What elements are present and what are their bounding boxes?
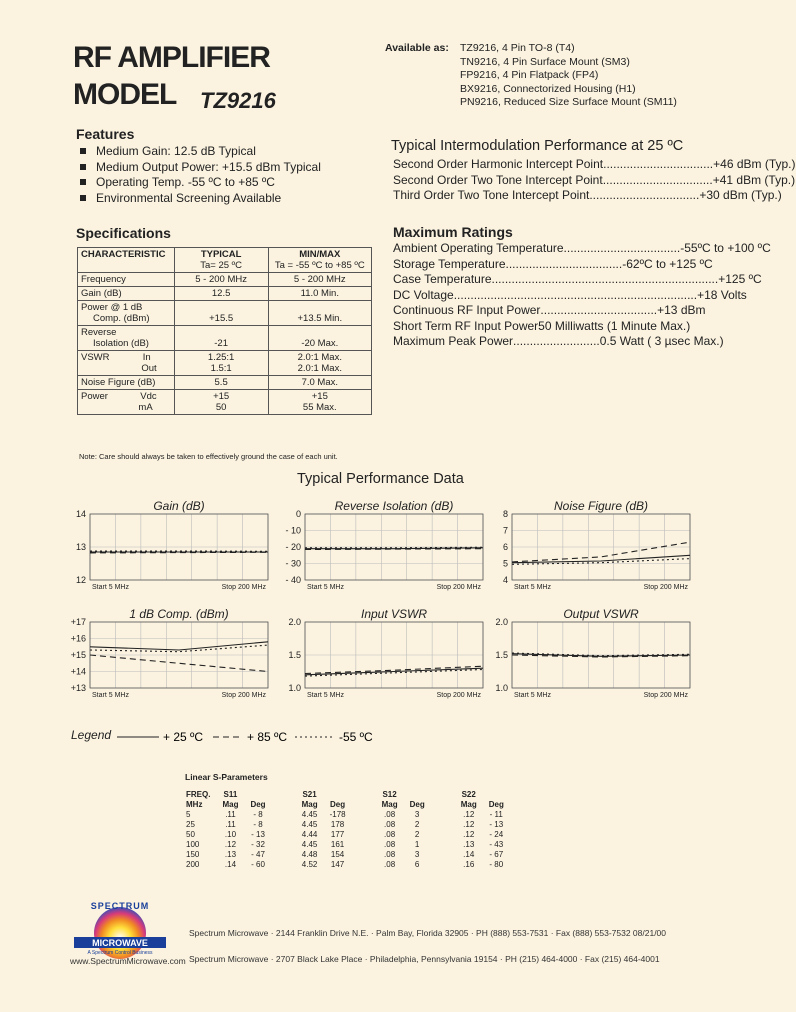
chart-series-line [90,645,268,652]
sparams-cell: - 47 [251,850,265,859]
spec-col-min: MIN/MAX Ta = -55 ºC to +85 ºC [268,248,371,273]
sparams-cell: .08 [384,810,396,819]
sparams-cell: 3 [414,850,420,859]
sparams-cell: - 11 [489,810,503,819]
rating-label: Continuous RF Input Power [393,303,541,317]
sparams-cell: - 13 [489,820,504,829]
footer-address-2: Spectrum Microwave · 2707 Black Lake Place · Philadelphia, Pennsylvania 19154 · PH (215) 464-4000 · Fax (215) 464-4001 [189,954,660,964]
sparams-cell: 1 [414,840,420,849]
chart-title: Reverse Isolation (dB) [334,499,454,513]
title-line-2: MODEL [73,78,177,111]
legend-item: + 85 ºC [247,730,288,744]
sparams-cell: 4.44 [301,830,318,839]
sparams-cell: 161 [330,840,345,849]
sparams-cell: Mag [222,800,239,809]
sparams-cell: .08 [384,850,396,859]
intermod-row: Second Order Two Tone Intercept Point ................................. +41 dBm (Typ.) [393,172,796,187]
sparams-cell: -178 [329,810,346,819]
legend-item: + 25 ºC [163,730,204,744]
availability-item: PN9216, Reduced Size Surface Mount (SM11) [460,96,677,108]
spec-row: Noise Figure (dB) 5.5 7.0 Max. [78,376,372,390]
logo-text-sub: A Spectrum Control Business [87,950,153,956]
chart-tick-label: 13 [75,542,86,552]
sparams-cell: 154 [330,850,345,859]
sparams-cell: .08 [384,860,396,869]
spec-row: Frequency 5 - 200 MHz 5 - 200 MHz [78,273,372,287]
chart-start-label: Start 5 MHz [514,692,551,699]
chart-title: 1 dB Comp. (dBm) [129,607,229,621]
sparams-cell: Deg [488,800,504,809]
specifications-heading: Specifications [76,225,171,241]
chart-tick-label: 0 [295,509,301,519]
sparams-cell: - 60 [251,860,265,869]
sparams-cell: Mag [301,800,318,809]
chart-tick-label: - 10 [285,525,301,536]
rating-label: Maximum Peak Power [393,334,514,348]
chart-tick-label: 2.0 [288,617,301,627]
spec-row: Power @ 1 dB Comp. (dBm) +15.5 +13.5 Min. [78,301,372,326]
rating-value: -62ºC to +125 ºC [622,256,713,271]
chart-start-label: Start 5 MHz [514,584,551,591]
sparams-cell: - 43 [489,840,504,849]
intermod-label: Second Order Harmonic Intercept Point [393,157,604,171]
intermod-table [393,157,796,204]
rating-label: Case Temperature [393,272,492,286]
chart-tick-label: 1.0 [288,683,301,693]
chart-start-label: Start 5 MHz [92,692,129,699]
chart-series-line [512,542,690,562]
rating-value: +13 dBm [657,303,706,317]
sparams-cell: 25 [186,820,195,829]
sparams-cell: .12 [463,830,475,839]
sparams-cell: 3 [414,810,420,819]
sparams-cell: .16 [463,860,475,869]
chart-tick-label: 7 [502,525,508,536]
spec-row: Reverse Isolation (dB) -21 -20 Max. [78,326,372,351]
chart-series-line [305,668,483,675]
intermod-row: Second Order Harmonic Intercept Point ................................. +46 dBm (Typ.) [393,157,796,171]
chart-start-label: Start 5 MHz [92,584,129,591]
intermod-value: +30 dBm (Typ.) [699,188,782,202]
features-heading: Features [76,126,135,142]
chart-tick-label: 8 [502,509,508,519]
rating-value: 50 Milliwatts (1 Minute Max.) [538,318,691,333]
sparams-cell: .10 [224,830,237,839]
rating-value: +18 Volts [697,287,747,302]
sparams-cell: Deg [250,800,266,809]
footer-address-1: Spectrum Microwave · 2144 Franklin Drive N.E. · Palm Bay, Florida 32905 · PH (888) 553-7531 · Fax (888) 553-7532 08/21/00 [189,928,667,938]
chart-series-line [90,655,268,672]
max-ratings-heading: Maximum Ratings [393,224,513,240]
availability-item: BX9216, Connectorized Housing (H1) [460,82,636,95]
chart-series-line [305,666,483,673]
chart-stop-label: Stop 200 MHz [436,584,481,591]
chart-series-line [512,555,690,562]
chart-tick-label: +16 [70,633,86,644]
title-line-1: RF AMPLIFIER [73,41,270,74]
sparams-cell: 6 [414,860,420,869]
chart-start-label: Start 5 MHz [307,584,344,591]
sparams-cell: - 32 [251,840,265,849]
feature-item: Medium Gain: 12.5 dB Typical [76,144,321,160]
legend [113,729,433,745]
spec-col-char: CHARACTERISTIC [78,248,175,273]
chart-stop-label: Stop 200 MHz [221,584,266,591]
chart-title: Gain (dB) [153,499,205,513]
spec-col-typ: TYPICAL Ta= 25 ºC [174,248,268,273]
chart-title: Output VSWR [563,607,639,621]
availability-item: TZ9216, 4 Pin TO-8 (T4) [460,42,575,54]
sparams-cell: 177 [330,830,345,839]
chart-series-line [90,642,268,650]
chart-tick-label: 4 [502,575,508,585]
chart-tick-label: 1.0 [495,683,508,693]
sparams-cell: 4.45 [301,840,318,849]
sparams-cell: S12 [382,790,397,799]
sparams-cell [404,790,431,800]
specifications-table [77,247,372,415]
sparams-cell: 4.48 [301,850,318,859]
sparams-heading: Linear S-Parameters [185,772,268,782]
sparams-cell: 200 [186,860,200,869]
rating-label: Storage Temperature [393,256,506,271]
spec-note: Note: Care should always be taken to effectively ground the case of each unit. [79,452,338,461]
sparams-cell: 100 [186,840,200,849]
sparams-cell: - 8 [253,810,263,819]
sparams-cell: S21 [302,790,317,799]
sparams-row [180,860,510,870]
available-label: Available as: [385,42,449,54]
intermod-label: Third Order Two Tone Intercept Point [393,188,590,202]
sparams-cell: .13 [224,850,237,859]
sparams-cell: FREQ. [186,790,211,799]
sparams-cell: 50 [186,830,195,839]
chart-tick-label: 1.5 [495,650,508,660]
rating-value: +125 ºC [718,272,762,286]
chart-tick-label: 12 [75,575,86,585]
sparams-cell: 5 [186,810,191,819]
chart-tick-label: 1.5 [288,650,301,660]
availability-item: TN9216, 4 Pin Surface Mount (SM3) [460,55,630,68]
sparams-cell: - 80 [489,860,504,869]
sparams-cell [244,790,271,800]
chart-tick-label: 14 [75,509,86,519]
sparams-cell: .14 [463,850,475,859]
performance-charts [0,490,720,710]
logo-text-top: SPECTRUM [90,901,150,911]
chart-tick-label: - 30 [285,558,301,569]
max-ratings-table: Ambient Operating Temperature ................................... -55ºC to +100 ºC Storage Temperature ................................... -62ºC to +125 ºC Case Temperature .................................................................... +125 ºC DC Voltage ......................................................................... +18 Volts Continuous RF Input Power ................................... +13 dBm Short Term RF Input Power 50 Milliwatts (1 Minute Max.) Maximum Peak Power .......................... 0.5 Watt ( 3 µsec Max.) [393,241,771,348]
chart-title: Noise Figure (dB) [553,499,649,513]
sparams-cell: 4.45 [301,820,318,829]
rating-label: Short Term RF Input Power [393,318,539,333]
chart-tick-label: +17 [70,617,86,627]
sparams-cell: Mag [460,800,477,809]
sparams-cell: .11 [225,810,236,819]
sparams-cell: .12 [463,820,475,829]
sparams-cell: - 13 [251,830,265,839]
sparams-cell: - 24 [489,830,504,839]
sparams-cell: .12 [224,840,237,849]
intermod-heading: Typical Intermodulation Performance at 25 ºC [391,138,684,154]
intermod-value: +46 dBm (Typ.) [713,157,796,171]
spec-row: Power Vdc mA +15 50 +15 55 Max. [78,390,372,415]
features-list [76,144,321,206]
sparams-table [180,790,510,870]
chart-title: Input VSWR [360,607,428,621]
chart-tick-label: +14 [70,666,86,677]
sparams-cell: Deg [330,800,346,809]
sparams-cell: MHz [186,800,203,809]
sparams-cell: .08 [384,830,396,839]
sparams-cell: .08 [384,840,396,849]
sparams-cell: .14 [224,860,237,869]
sparams-subheader-row [180,800,510,810]
chart-tick-label: 6 [502,542,508,552]
feature-item: Environmental Screening Available [76,191,321,207]
rating-value: -55ºC to +100 ºC [680,241,771,255]
chart-stop-label: Stop 200 MHz [221,692,266,699]
sparams-cell: .08 [384,820,396,829]
sparams-cell: 150 [186,850,200,859]
sparams-cell: S22 [461,790,476,799]
sparams-cell: .13 [463,840,475,849]
availability-list [460,42,677,110]
spec-row: Gain (dB) 12.5 11.0 Min. [78,287,372,301]
sparams-cell: Mag [381,800,398,809]
spectrum-logo [72,893,168,955]
intermod-value: +41 dBm (Typ.) [712,172,796,187]
sparams-cell: 2 [414,830,420,839]
rating-label: DC Voltage [393,287,454,302]
sparams-row [180,820,510,830]
sparams-cell: 178 [330,820,345,829]
performance-heading: Typical Performance Data [297,471,464,487]
sparams-cell: .12 [463,810,475,819]
chart-stop-label: Stop 200 MHz [643,584,688,591]
chart-start-label: Start 5 MHz [307,692,344,699]
legend-item: -55 ºC [339,730,373,744]
legend-label: Legend [71,728,112,742]
spec-row: VSWR In Out 1.25:1 1.5:1 2.0:1 Max. 2.0:1 Max. [78,351,372,376]
sparams-cell: 2 [414,820,420,829]
sparams-cell: - 67 [489,850,504,859]
logo-text-mid: MICROWAVE [92,938,148,948]
feature-item: Operating Temp. -55 ºC to +85 ºC [76,175,321,191]
chart-stop-label: Stop 200 MHz [643,692,688,699]
rating-value: 0.5 Watt ( 3 µsec Max.) [599,334,724,348]
sparams-row [180,830,510,840]
sparams-row [180,850,510,860]
chart-tick-label: +15 [70,650,86,660]
rating-label: Ambient Operating Temperature [393,241,564,255]
sparams-cell: 4.52 [301,860,318,869]
sparams-cell: - 8 [253,820,263,829]
chart-tick-label: 5 [502,558,508,569]
sparams-cell: .11 [225,820,236,829]
sparams-row [180,810,510,820]
chart-tick-label: 2.0 [495,617,508,627]
sparams-cell: 4.45 [301,810,318,819]
chart-tick-label: - 20 [285,542,301,552]
website-link[interactable]: www.SpectrumMicrowave.com [70,956,186,966]
sparams-cell [324,790,352,800]
chart-tick-label: +13 [70,683,86,693]
chart-tick-label: - 40 [285,575,301,585]
intermod-label: Second Order Two Tone Intercept Point [393,172,603,187]
sparams-row [180,840,510,850]
model-number: TZ9216 [200,88,276,113]
chart-series-line [305,670,483,677]
availability-item: FP9216, 4 Pin Flatpack (FP4) [460,69,599,81]
sparams-cell: 147 [330,860,345,869]
sparams-cell [483,790,510,800]
sparams-cell: Deg [409,800,425,809]
intermod-row: Third Order Two Tone Intercept Point ................................. +30 dBm (Typ.) [393,188,782,202]
chart-series-line [305,547,483,548]
sparams-header-row [180,790,510,800]
chart-stop-label: Stop 200 MHz [436,692,481,699]
sparams-cell: S11 [223,790,238,799]
feature-item: Medium Output Power: +15.5 dBm Typical [76,160,321,176]
